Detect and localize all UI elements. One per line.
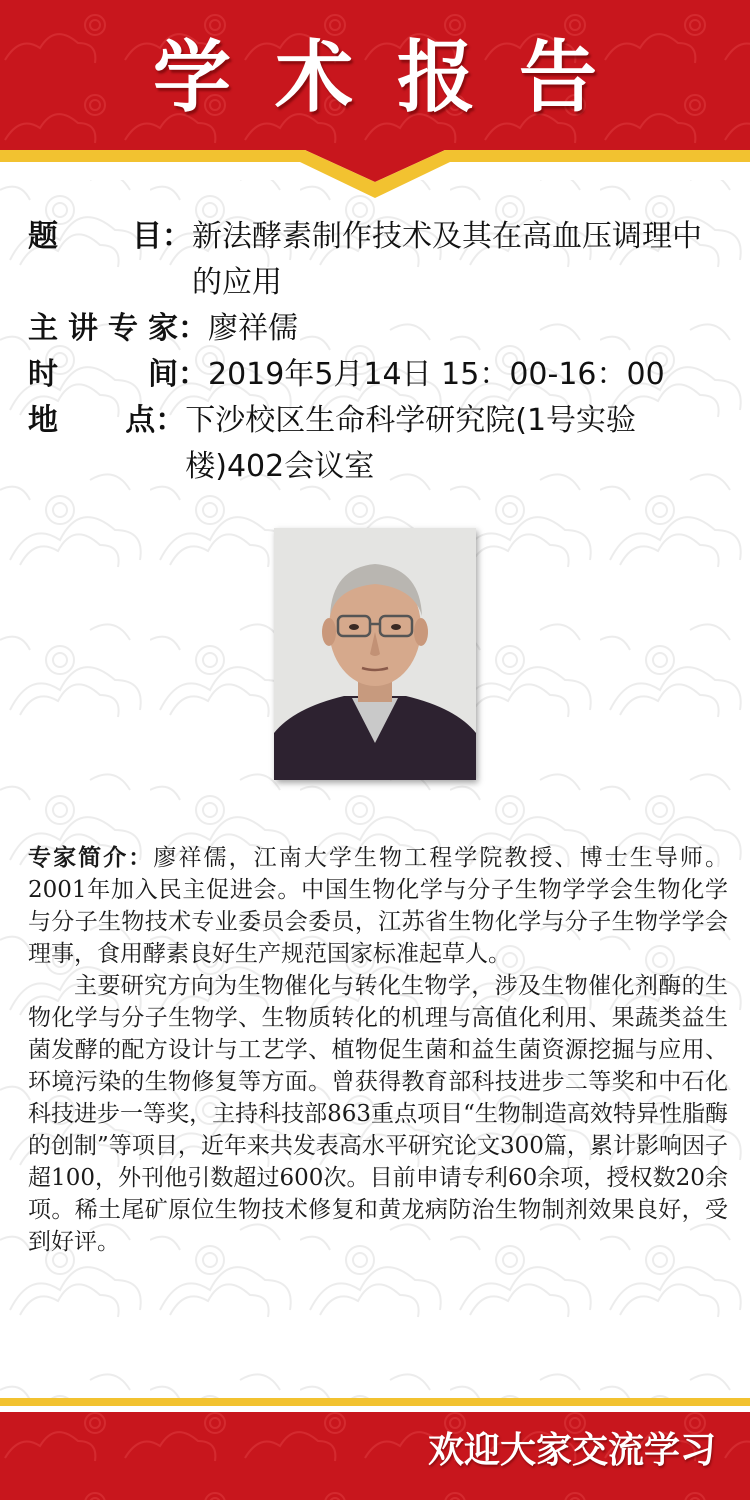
speaker-colon: ： bbox=[178, 311, 208, 346]
topic-value: 新法酵素制作技术及其在高血压调理中的应用 bbox=[192, 219, 702, 300]
location-colon: ： bbox=[155, 403, 186, 438]
topic-row bbox=[28, 214, 728, 306]
time-colon: ： bbox=[178, 357, 208, 392]
bio-label: 专家简介： bbox=[28, 844, 154, 871]
topic-colon: ： bbox=[162, 219, 192, 254]
location-row bbox=[28, 398, 728, 490]
speaker-row bbox=[28, 306, 728, 352]
footer-slogan: 欢迎大家交流学习 bbox=[427, 1430, 716, 1471]
bio-paragraph-2: 主要研究方向为生物催化与转化生物学，涉及生物催化剂酶的生物化学与分子生物学、生物质转化的机理与高值化利用、果蔬类益生菌发酵的配方设计与工艺学、植物促生菌和益生菌资源挖掘与应用、环境污染的生物修复等方面。曾获得教育部科技进步二等奖和中石化科技进步一等奖，主持科技部863重点项目“生物制造高效特异性脂酶的创制”等项目，近年来共发表高水平研究论文300篇，累计影响因子超100，外刊他引数超过600次。目前申请专利60余项，授权数20余项。稀土尾矿原位生物技术修复和黄龙病防治生物制剂效果良好，受到好评。 bbox=[28, 973, 728, 1255]
speaker-label: 主讲专家 bbox=[28, 311, 178, 346]
time-row bbox=[28, 352, 728, 398]
topic-label: 题目 bbox=[28, 219, 162, 254]
time-value: 2019年5月14日 15：00-16：00 bbox=[208, 357, 665, 392]
speaker-value: 廖祥儒 bbox=[208, 311, 298, 346]
location-label: 地点 bbox=[28, 403, 156, 438]
speaker-photo bbox=[274, 528, 476, 780]
bio-paragraph-1-text: 廖祥儒，江南大学生物工程学院教授、博士生导师。2001年加入民主促进会。中国生物化学与分子生物学学会生物化学与分子生物技术专业委员会委员，江苏省生物化学与分子生物学学会理事，食用酵素良好生产规范国家标准起草人。 bbox=[28, 845, 729, 967]
bio-paragraph-1 bbox=[28, 842, 728, 970]
speaker-bio bbox=[28, 842, 728, 1258]
page-title: 学术报告 bbox=[152, 33, 641, 123]
speaker-portrait-illustration bbox=[274, 528, 476, 780]
time-label: 时间 bbox=[28, 357, 178, 392]
location-value: 下沙校区生命科学研究院(1号实验楼)402会议室 bbox=[185, 403, 637, 484]
event-info bbox=[28, 214, 728, 490]
